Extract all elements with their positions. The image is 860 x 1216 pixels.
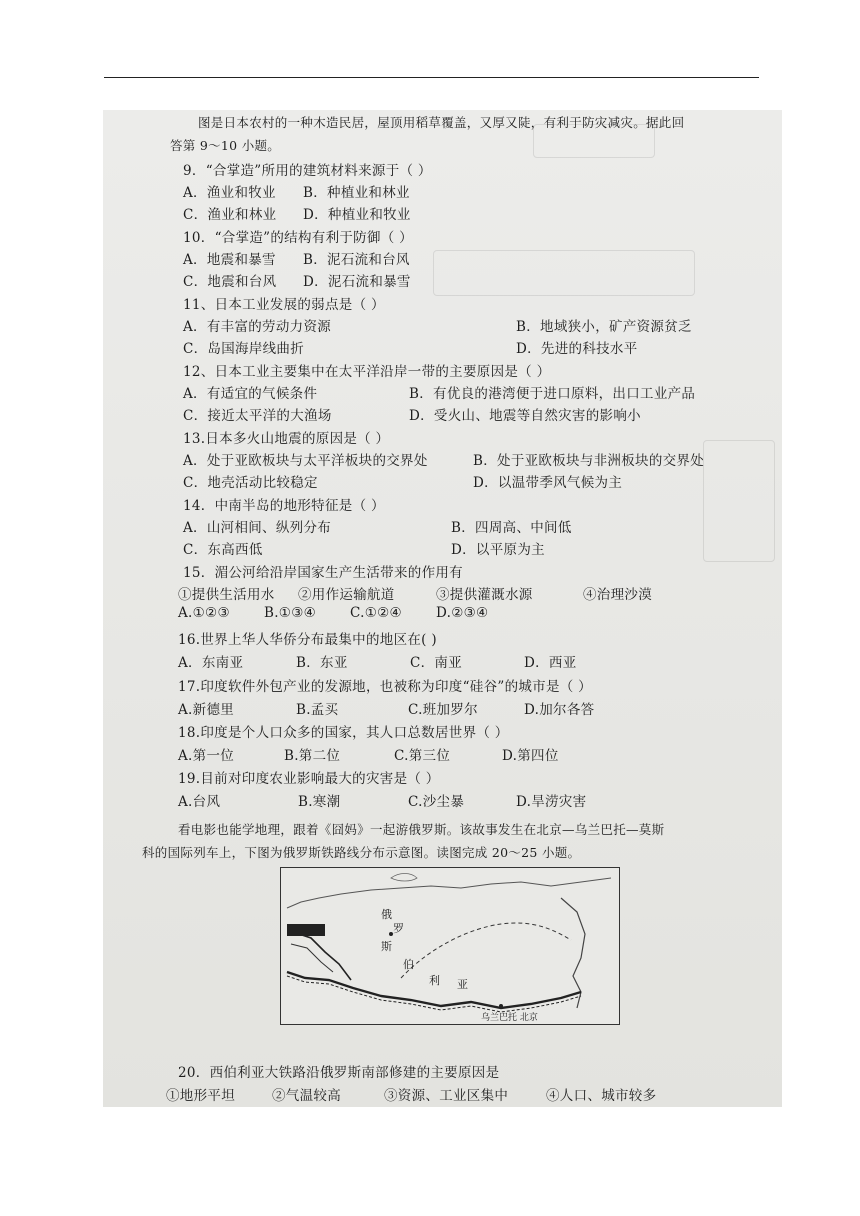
question-19-options [178, 790, 738, 810]
option-c: C．地震和台风 [183, 274, 277, 290]
intro-line-1: 图是日本农村的一种木造民居，屋顶用稻草覆盖，又厚又陡，有利于防灾减灾。据此回 [198, 115, 685, 130]
passage-line-1: 看电影也能学地理，跟着《囧妈》一起游俄罗斯。该故事发生在北京—乌兰巴托—莫斯 [178, 822, 665, 837]
question-18-options [178, 744, 738, 764]
map-label-e: 俄 [381, 908, 392, 921]
option-d: D．受火山、地震等自然灾害的影响小 [409, 408, 641, 424]
intro-line-2: 答第 9～10 小题。 [170, 138, 281, 153]
statement-2: ②用作运输航道 [298, 587, 395, 603]
question-15-items [178, 583, 738, 603]
map-label-li: 利 [429, 974, 440, 987]
option-a: A.第一位 [178, 748, 235, 764]
question-16-options [178, 651, 738, 671]
option-c: C．渔业和林业 [183, 207, 277, 223]
option-b: B.第二位 [284, 748, 341, 764]
option-a: A.台风 [178, 794, 221, 810]
western-branch-line [291, 944, 333, 972]
option-d: D.加尔各答 [524, 702, 595, 718]
question-11-stem: 11、日本工业发展的弱点是（ ） [183, 297, 385, 313]
question-15-stem: 15．湄公河给沿岸国家生产生活带来的作用有 [183, 565, 463, 581]
option-c: C．地壳活动比较稳定 [183, 475, 318, 491]
city-dot [499, 1004, 503, 1008]
option-d: D.第四位 [502, 748, 559, 764]
option-b: B．地域狭小，矿产资源贫乏 [516, 319, 692, 335]
option-c: C．岛国海岸线曲折 [183, 341, 305, 357]
map-caption: 乌兰巴托 北京 [481, 1013, 538, 1023]
question-15-options [178, 605, 738, 625]
option-b: B.寒潮 [298, 794, 341, 810]
option-b: B．泥石流和台风 [303, 252, 410, 268]
option-c: C.第三位 [394, 748, 451, 764]
option-b: B．种植业和林业 [303, 185, 410, 201]
question-18-stem: 18.印度是个人口众多的国家，其人口总数居世界（ ） [178, 725, 509, 741]
statement-3: ③资源、工业区集中 [384, 1088, 509, 1104]
option-d: D．种植业和牧业 [303, 207, 411, 223]
question-16-stem: 16.世界上华人华侨分布最集中的地区在( ) [178, 632, 437, 648]
statement-3: ③提供灌溉水源 [436, 587, 533, 603]
moscow-marker [287, 924, 325, 936]
statement-1: ①地形平坦 [166, 1088, 235, 1104]
question-9-stem: 9．“合掌造”所用的建筑材料来源于（ ） [183, 163, 432, 179]
page-top-rule [104, 77, 759, 78]
option-a: A.新德里 [178, 702, 235, 718]
question-12-options [183, 382, 743, 424]
option-b: B．处于亚欧板块与非洲板块的交界处 [473, 453, 705, 469]
map-label-si: 斯 [381, 940, 392, 953]
question-14-stem: 14．中南半岛的地形特征是（ ） [183, 498, 385, 514]
question-20-stem: 20．西伯利亚大铁路沿俄罗斯南部修建的主要原因是 [178, 1065, 500, 1081]
baikal-amur-railway [401, 923, 571, 978]
passage-line-2: 科的国际列车上，下图为俄罗斯铁路线分布示意图。读图完成 20～25 小题。 [142, 845, 581, 860]
option-c: C．东高西低 [183, 542, 263, 558]
option-d: D.②③④ [436, 605, 489, 621]
western-railway [293, 932, 351, 980]
option-c: C.班加罗尔 [408, 702, 478, 718]
option-d: D．以温带季风气候为主 [473, 475, 623, 491]
question-20-items [166, 1084, 726, 1104]
option-c: C.沙尘暴 [408, 794, 465, 810]
option-d: D．西亚 [524, 655, 577, 671]
option-a: A．地震和暴雪 [183, 252, 276, 268]
question-19-stem: 19.目前对印度农业影响最大的灾害是（ ） [178, 771, 440, 787]
option-a: A．有丰富的劳动力资源 [183, 319, 332, 335]
option-b: B．有优良的港湾便于进口原料，出口工业产品 [409, 386, 696, 402]
question-14-options [183, 516, 743, 558]
option-b: B．东亚 [296, 655, 348, 671]
statement-4: ④人口、城市较多 [546, 1088, 657, 1104]
option-c: C．接近太平洋的大渔场 [183, 408, 332, 424]
statement-2: ②气温较高 [272, 1088, 341, 1104]
option-a: A．处于亚欧板块与太平洋板块的交界处 [183, 453, 428, 469]
question-13-stem: 13.日本多火山地震的原因是（ ） [183, 431, 390, 447]
option-d: D．以平原为主 [451, 542, 545, 558]
arctic-coastline [287, 878, 611, 908]
russia-railway-map [280, 867, 620, 1025]
question-12-stem: 12、日本工业主要集中在太平洋沿岸一带的主要原因是（ ） [183, 364, 551, 380]
statement-4: ④治理沙漠 [583, 587, 652, 603]
option-a: A．渔业和牧业 [183, 185, 276, 201]
option-d: D.旱涝灾害 [516, 794, 587, 810]
island-outline [391, 874, 417, 882]
statement-1: ①提供生活用水 [178, 587, 275, 603]
map-drawing [281, 868, 619, 1024]
option-b: B.孟买 [296, 702, 339, 718]
question-10-options [183, 248, 483, 290]
option-a: A．东南亚 [178, 655, 244, 671]
option-c: C．南亚 [410, 655, 463, 671]
option-d: D．泥石流和暴雪 [303, 274, 411, 290]
map-label-luo: 罗 [393, 922, 404, 935]
pacific-coastline [561, 898, 585, 1008]
option-a: A．有适宜的气候条件 [183, 386, 318, 402]
question-17-options [178, 698, 738, 718]
option-b: B．四周高、中间低 [451, 520, 572, 536]
option-a: A.①②③ [178, 605, 230, 621]
question-9-options [183, 181, 483, 223]
question-17-stem: 17.印度软件外包产业的发源地，也被称为印度“硅谷”的城市是（ ） [178, 679, 592, 695]
map-label-bo: 伯 [403, 958, 414, 971]
option-d: D．先进的科技水平 [516, 341, 638, 357]
option-c: C.①②④ [350, 605, 402, 621]
option-b: B.①③④ [264, 605, 317, 621]
question-13-options [183, 449, 743, 491]
map-label-ya: 亚 [457, 978, 468, 991]
question-11-options [183, 315, 743, 357]
question-10-stem: 10．“合掌造”的结构有利于防御（ ） [183, 230, 413, 246]
option-a: A．山河相间、纵列分布 [183, 520, 332, 536]
